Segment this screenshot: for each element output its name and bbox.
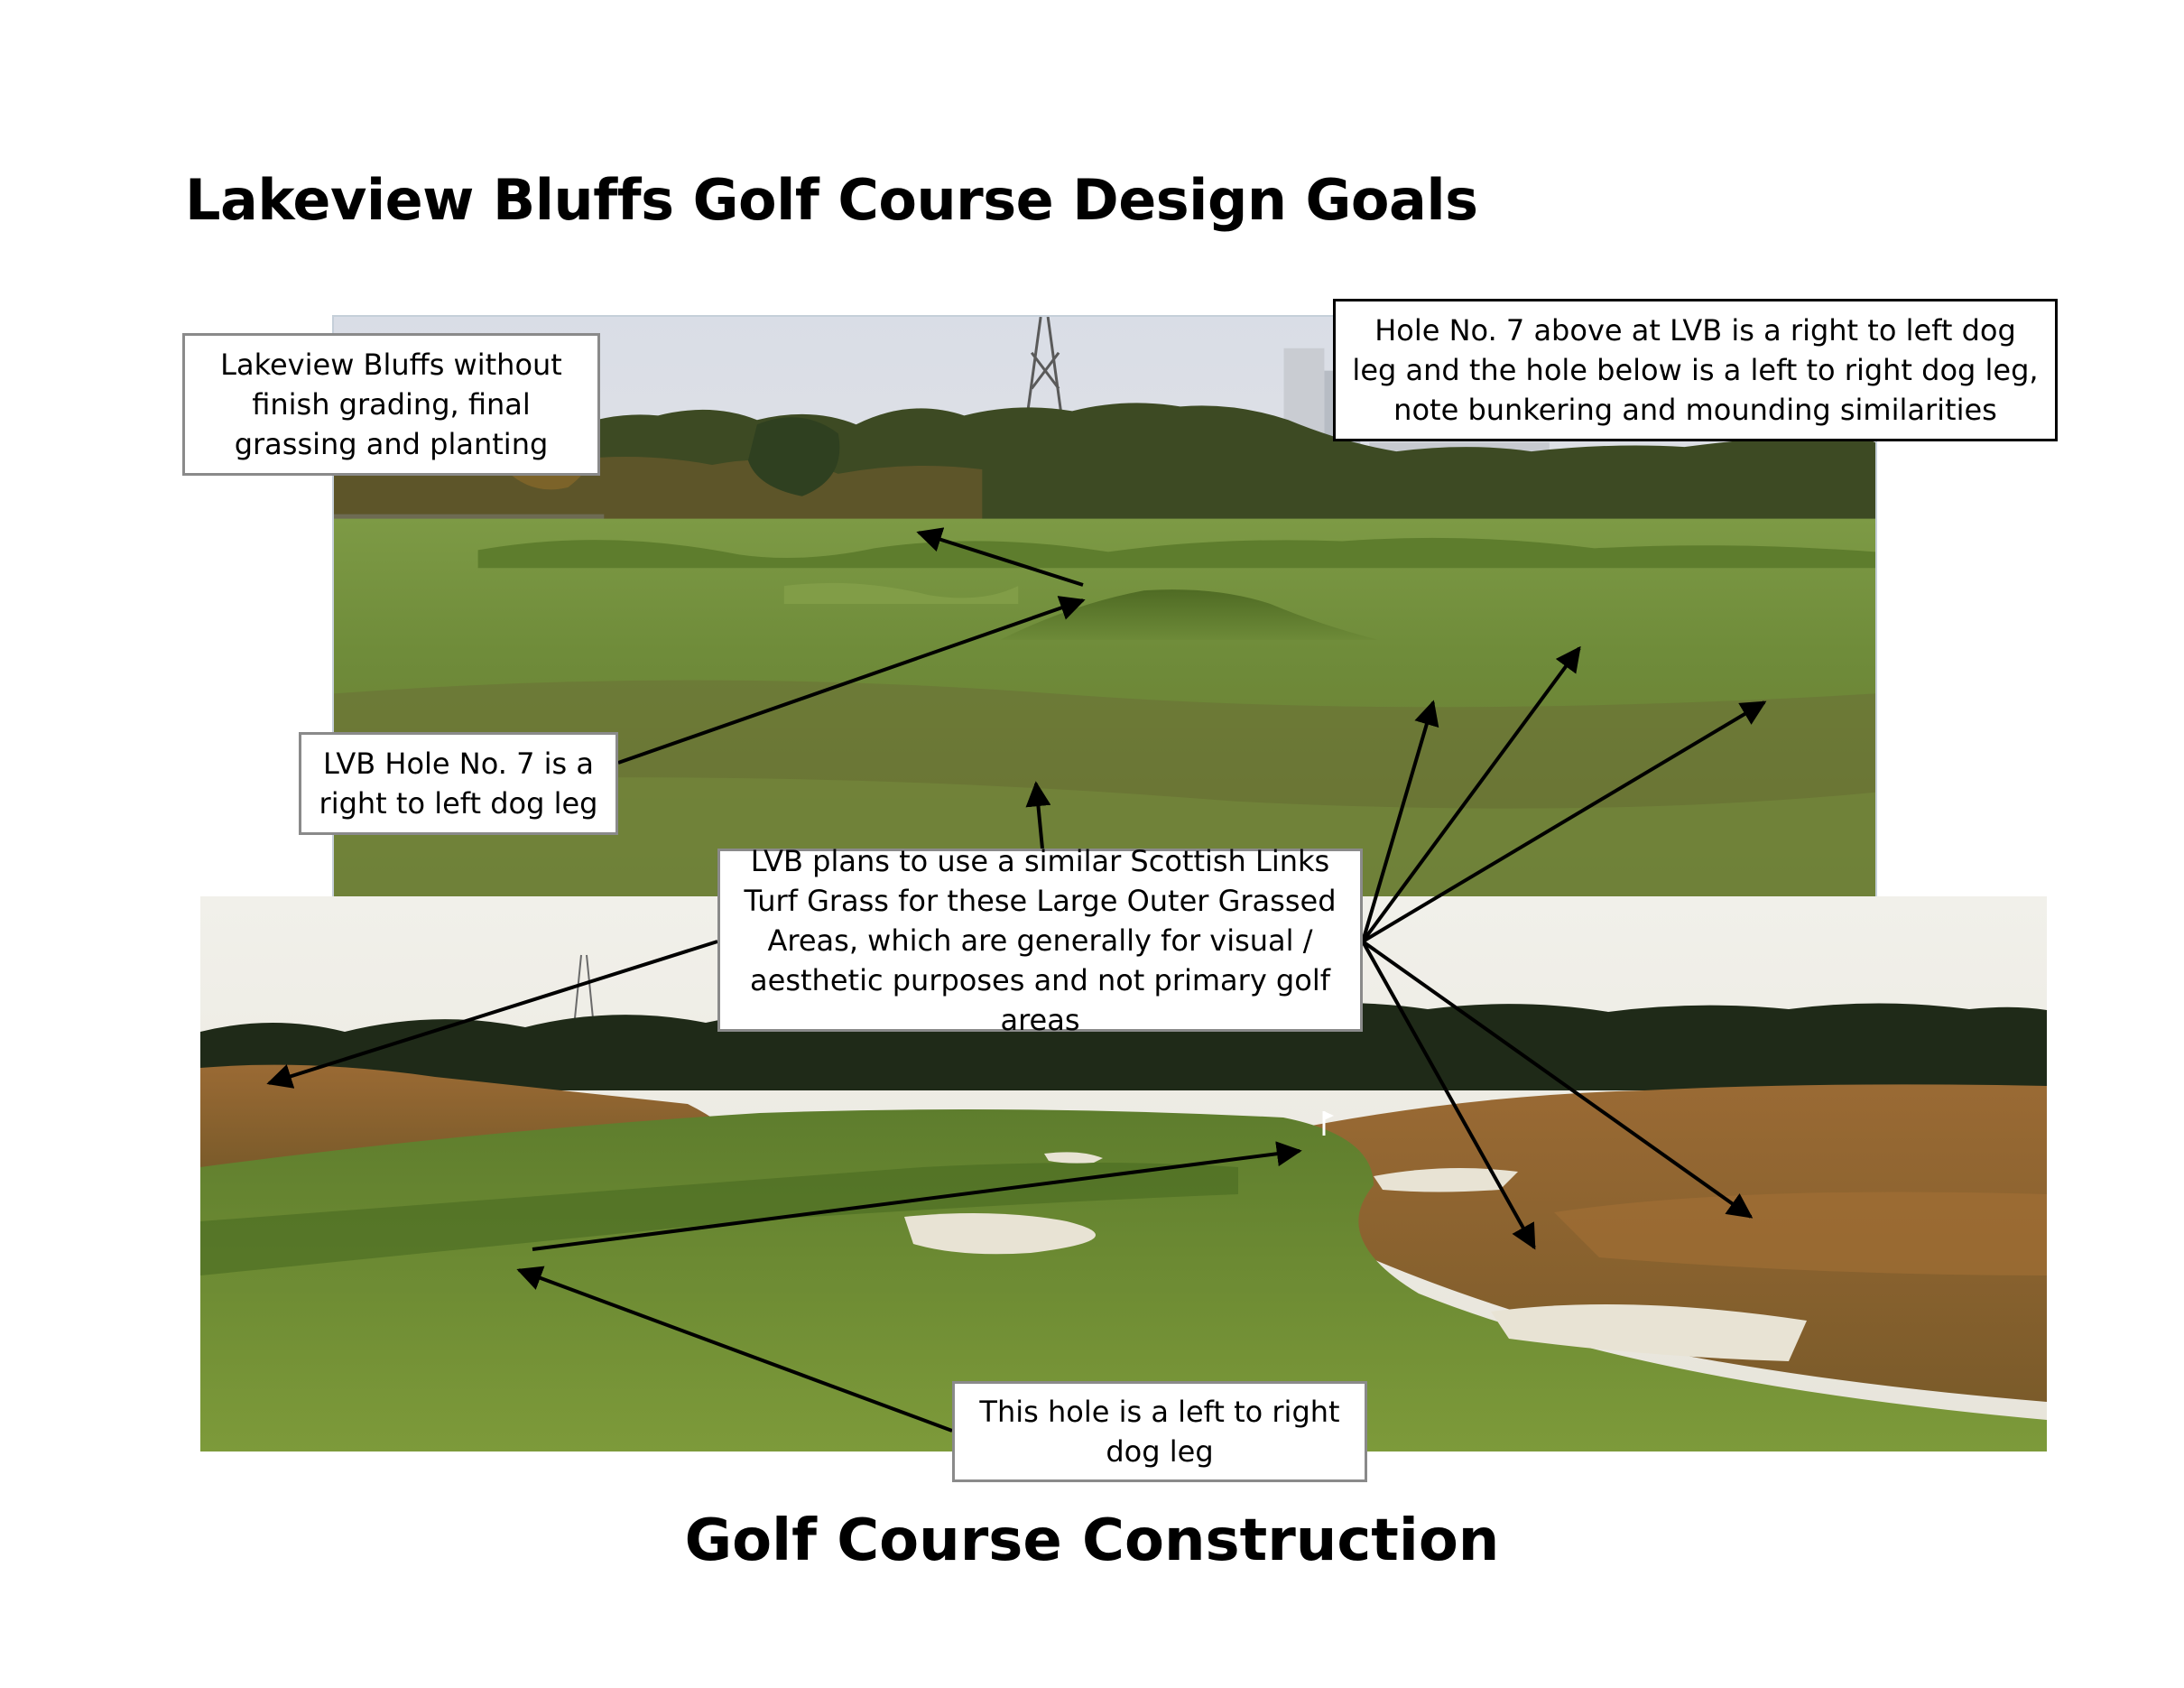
callout-lvb-without-grading: Lakeview Bluffs without finish grading, final grassing and planting	[182, 333, 600, 476]
callout-lvb-hole7: LVB Hole No. 7 is a right to left dog leg	[299, 732, 618, 835]
footer-title: Golf Course Construction	[684, 1507, 1500, 1574]
page-title: Lakeview Bluffs Golf Course Design Goals	[185, 167, 1478, 233]
callout-hole7-comparison: Hole No. 7 above at LVB is a right to left dog leg and the hole below is a left to right dog leg, note bunkering and mounding similarities	[1333, 299, 2058, 441]
callout-left-to-right: This hole is a left to right dog leg	[952, 1381, 1367, 1482]
callout-scottish-links-turf: LVB plans to use a similar Scottish Links Turf Grass for these Large Outer Grassed Areas, which are generally for visual / aesthetic purposes and not primary golf areas	[717, 849, 1363, 1032]
